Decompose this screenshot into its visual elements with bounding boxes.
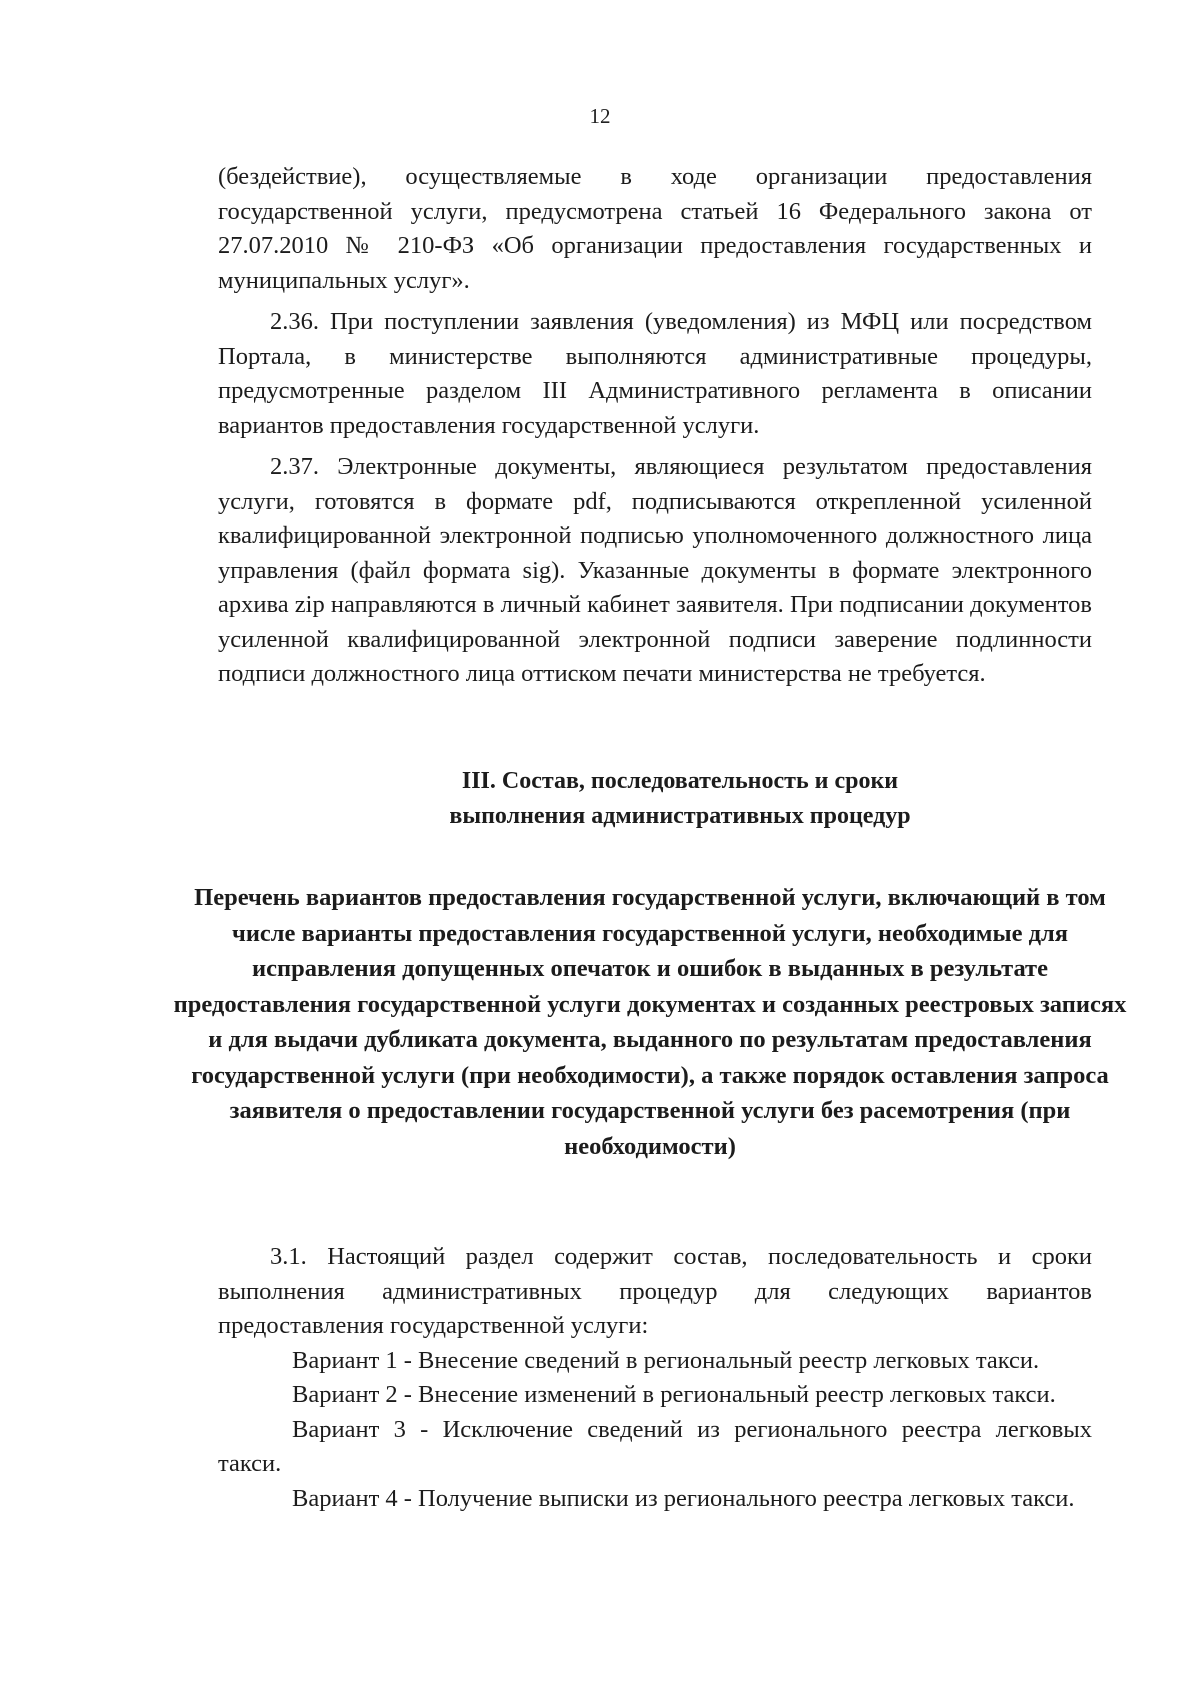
paragraph-3-1: 3.1. Настоящий раздел содержит состав, последовательность и сроки выполнения административных процедур для следующих вариантов предоставления государственной услуги: bbox=[218, 1243, 1092, 1339]
section-heading-line-1: III. Состав, последовательность и сроки bbox=[461, 768, 899, 794]
paragraph-continuation bbox=[218, 160, 1092, 298]
paragraph-text: 2.37. Электронные документы, являющиеся результатом предоставления услуги, готовятся в формате pdf, подписываются открепленной усиленной квалифицированной электронной подписью уполномоченного должностного лица управления (файл формата sig). Указанные документы в формате электронного архива zip направляются в личный кабинет заявителя. При подписании документов усиленной квалифицированной электронной подписи заверение подлинности подписи должностного лица оттиском печати министерства не требуется. bbox=[218, 453, 1092, 687]
paragraph-text: 2.36. При поступлении заявления (уведомления) из МФЦ или посредством Портала, в министерстве выполняются административные процедуры, предусмотренные разделом III Административного регламента в описании вариантов предоставления государственной услуги. bbox=[218, 308, 1092, 439]
section-heading-line-2: выполнения административных процедур bbox=[449, 803, 911, 829]
variant-item: Вариант 1 - Внесение сведений в региональный реестр легковых такси. bbox=[292, 1346, 1040, 1374]
section-3-content bbox=[218, 1240, 1092, 1516]
variant-item: Вариант 2 - Внесение изменений в региональный реестр легковых такси. bbox=[292, 1381, 1056, 1408]
variant-item: Вариант 4 - Получение выписки из регионального реестра легковых такси. bbox=[292, 1484, 1075, 1512]
paragraph-2-37 bbox=[218, 450, 1092, 692]
section-heading bbox=[240, 764, 1120, 834]
variant-item: Вариант 3 - Исключение сведений из регионального реестра легковых такси. bbox=[218, 1415, 1092, 1477]
page-number: 12 bbox=[589, 104, 611, 128]
paragraph-2-36 bbox=[218, 305, 1092, 443]
sub-heading-text: Перечень вариантов предоставления государственной услуги, включающий в том числе варианты предоставления государственной услуги, необходимые для исправления допущенных опечаток и ошибок в выданных в результате предоставления государственной услуги документах и созданных реестровых записях и для выдачи дубликата документа, выданного по результатам предоставления государственной услуги (при необходимости), а также порядок оставления запроса заявителя о предоставлении государственной услуги без расемотрения (при необходимости) bbox=[173, 884, 1127, 1160]
paragraph-text: (бездействие), осуществляемые в ходе организации предоставления государственной услуги, предусмотрена статьей 16 Федерального закона от 27.07.2010 № 210-ФЗ «Об организации предоставления государственных и муниципальных услуг». bbox=[218, 163, 1092, 294]
sub-heading bbox=[170, 880, 1130, 1164]
